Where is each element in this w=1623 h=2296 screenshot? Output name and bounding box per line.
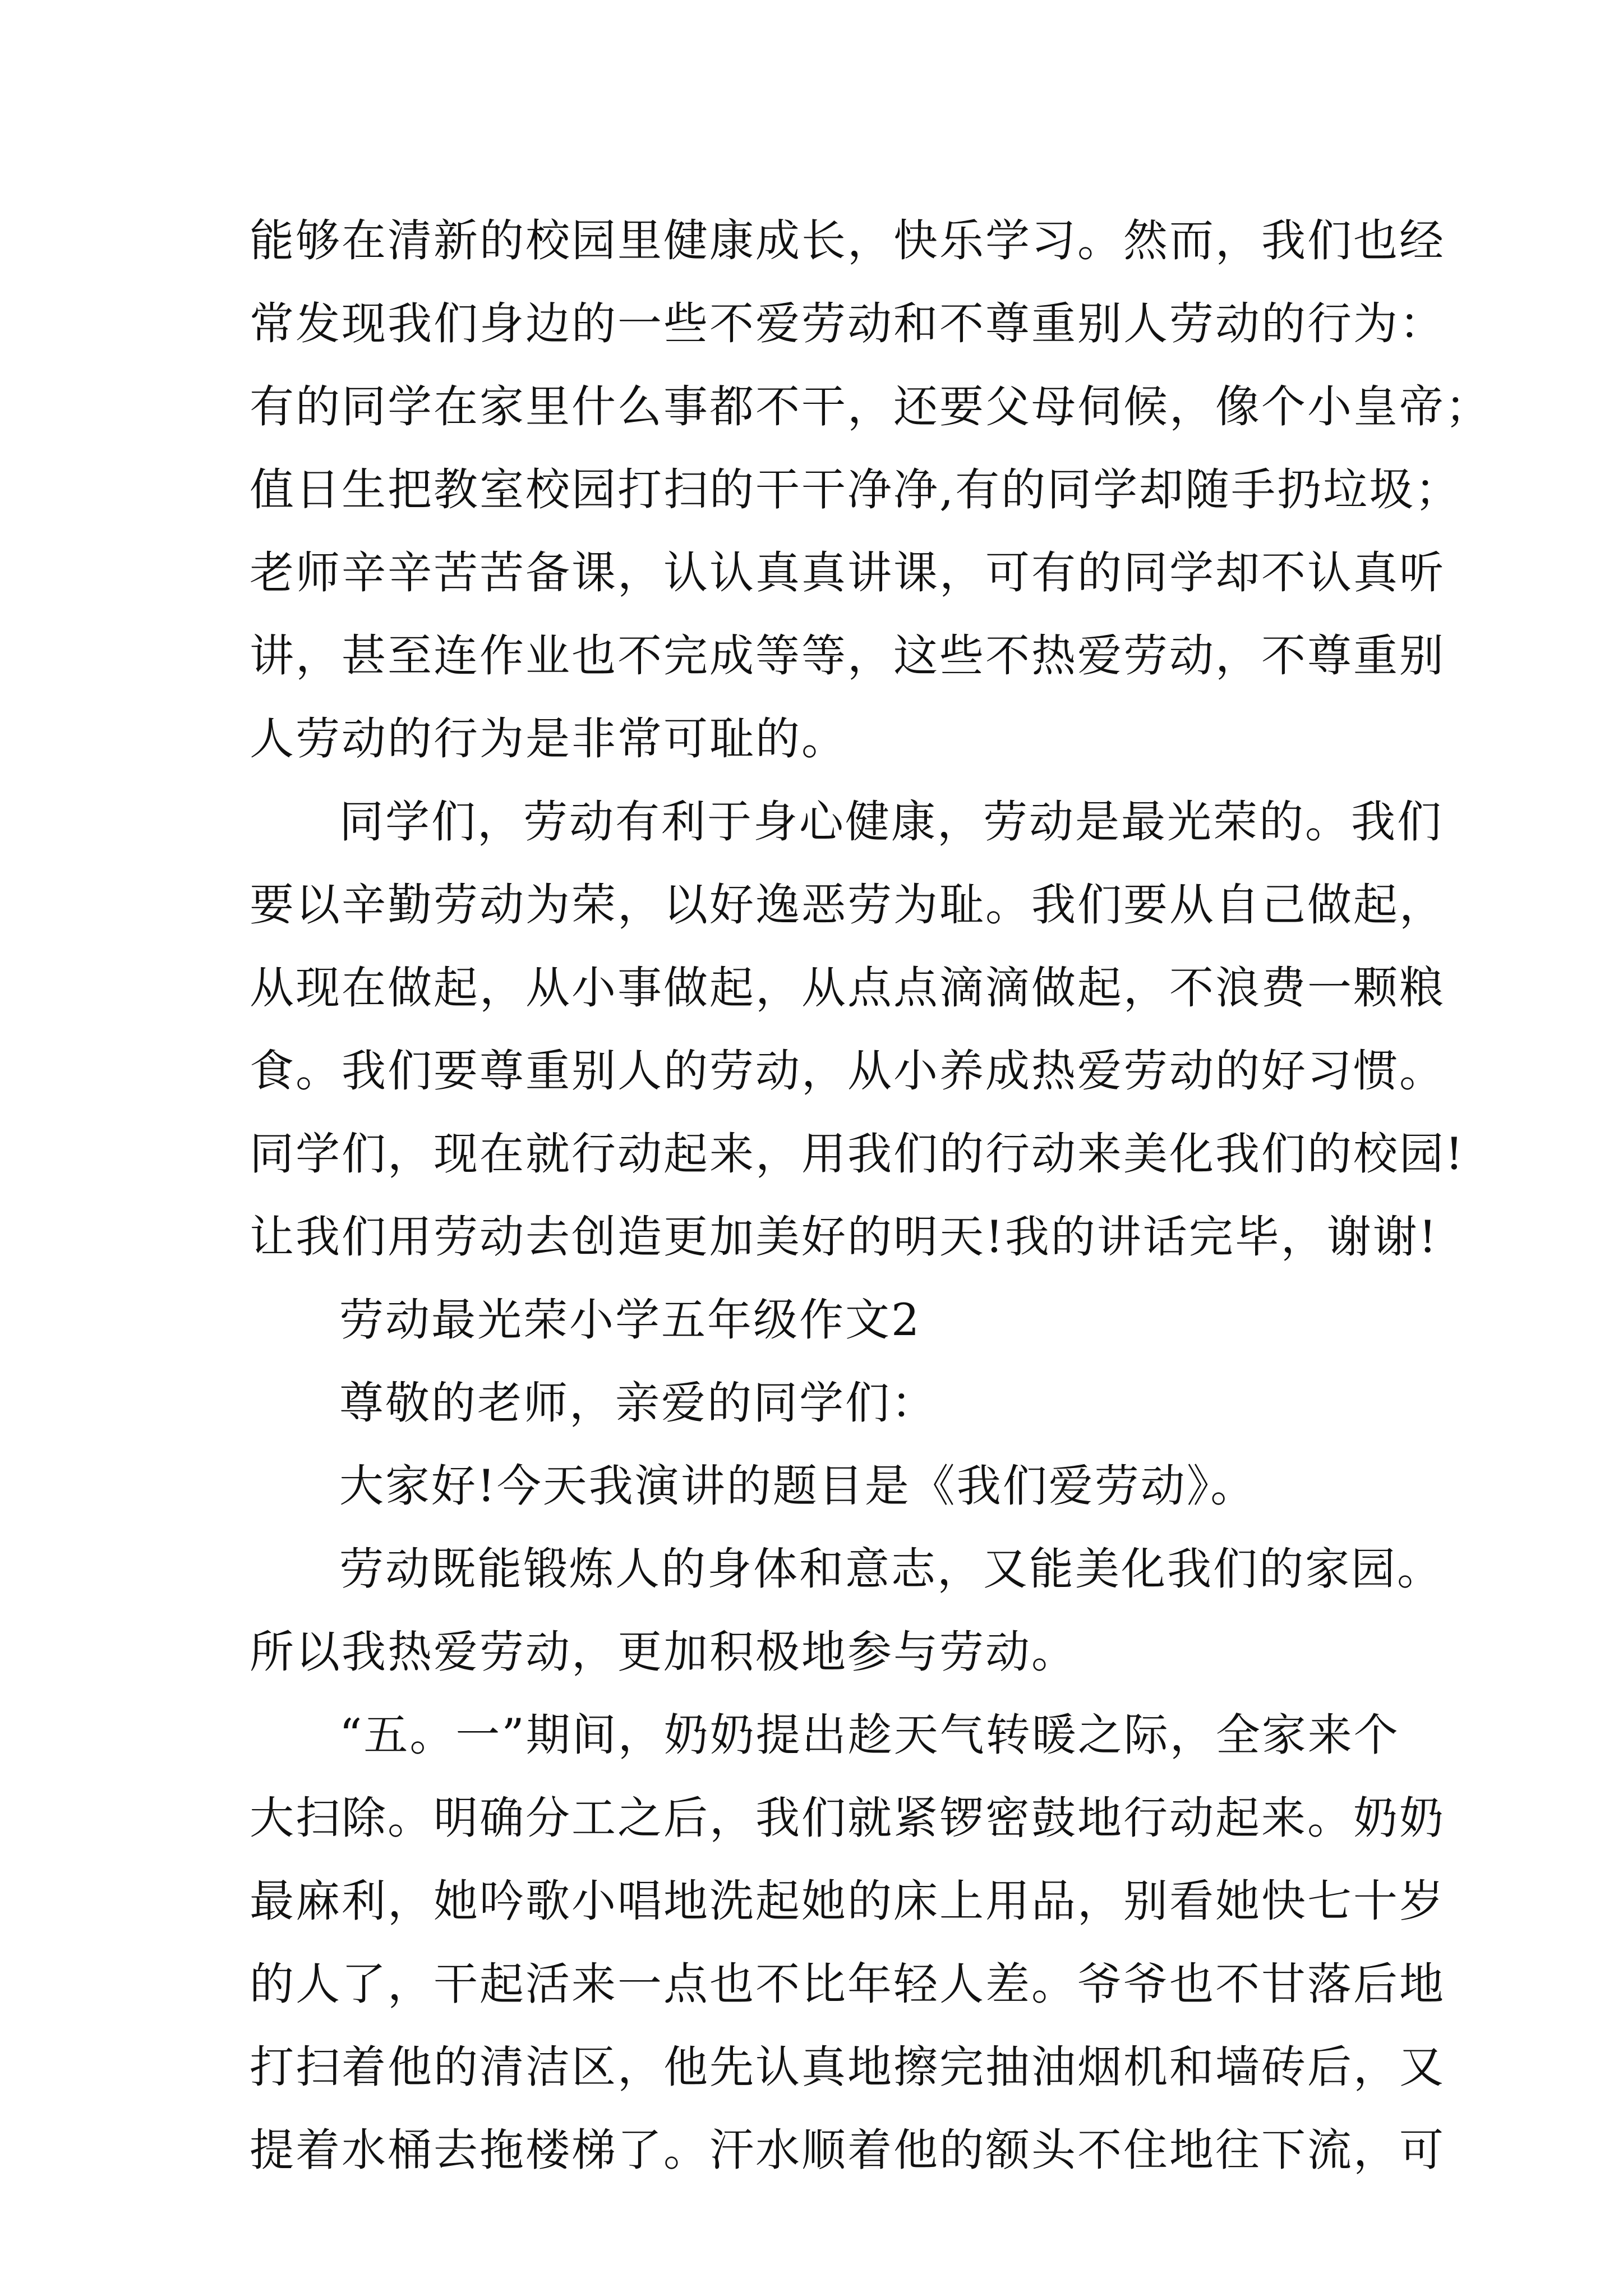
text-line: 有的同学在家里什么事都不干，还要父母伺候，像个小皇帝； — [250, 381, 1491, 432]
text-line: 让我们用劳动去创造更加美好的明天!我的讲话完毕，谢谢! — [250, 1211, 1438, 1263]
text-line: 打扫着他的清洁区，他先认真地擦完抽油烟机和墙砖后，又 — [250, 2041, 1445, 2093]
text-line: 劳动既能锻炼人的身体和意志，又能美化我们的家园。 — [339, 1543, 1443, 1595]
text-line: 提着水桶去拖楼梯了。汗水顺着他的额头不住地往下流，可 — [250, 2124, 1445, 2176]
document-body — [250, 199, 1491, 2192]
text-line: 所以我热爱劳动，更加积极地参与劳动。 — [250, 1626, 1077, 1678]
text-line: 值日生把教室校园打扫的干干净净,有的同学却随手扔垃圾； — [250, 464, 1461, 516]
text-line: 同学们，劳动有利于身心健康，劳动是最光荣的。我们 — [339, 796, 1443, 848]
text-line: 要以辛勤劳动为荣，以好逸恶劳为耻。我们要从自己做起， — [250, 879, 1445, 931]
text-line: “五。一”期间，奶奶提出趁天气转暖之际，全家来个 — [339, 1709, 1400, 1761]
text-line: 尊敬的老师，亲爱的同学们： — [339, 1377, 937, 1429]
text-line: 大扫除。明确分工之后，我们就紧锣密鼓地行动起来。奶奶 — [250, 1792, 1445, 1844]
text-line: 人劳动的行为是非常可耻的。 — [250, 713, 847, 765]
text-line: 最麻利，她吟歌小唱地洗起她的床上用品，别看她快七十岁 — [250, 1875, 1445, 1927]
text-line: 同学们，现在就行动起来，用我们的行动来美化我们的校园! — [250, 1128, 1465, 1180]
text-line: 从现在做起，从小事做起，从点点滴滴做起，不浪费一颗粮 — [250, 962, 1445, 1014]
text-line: 劳动最光荣小学五年级作文2 — [339, 1294, 921, 1346]
text-line: 能够在清新的校园里健康成长，快乐学习。然而，我们也经 — [250, 215, 1445, 266]
text-line: 大家好!今天我演讲的题目是《我们爱劳动》。 — [339, 1460, 1257, 1512]
text-line: 讲，甚至连作业也不完成等等，这些不热爱劳动，不尊重别 — [250, 630, 1445, 682]
text-line: 老师辛辛苦苦备课，认认真真讲课，可有的同学却不认真听 — [250, 547, 1445, 599]
text-line: 常发现我们身边的一些不爱劳动和不尊重别人劳动的行为： — [250, 298, 1445, 349]
text-line: 食。我们要尊重别人的劳动，从小养成热爱劳动的好习惯。 — [250, 1045, 1445, 1097]
text-line: 的人了，干起活来一点也不比年轻人差。爷爷也不甘落后地 — [250, 1958, 1445, 2010]
